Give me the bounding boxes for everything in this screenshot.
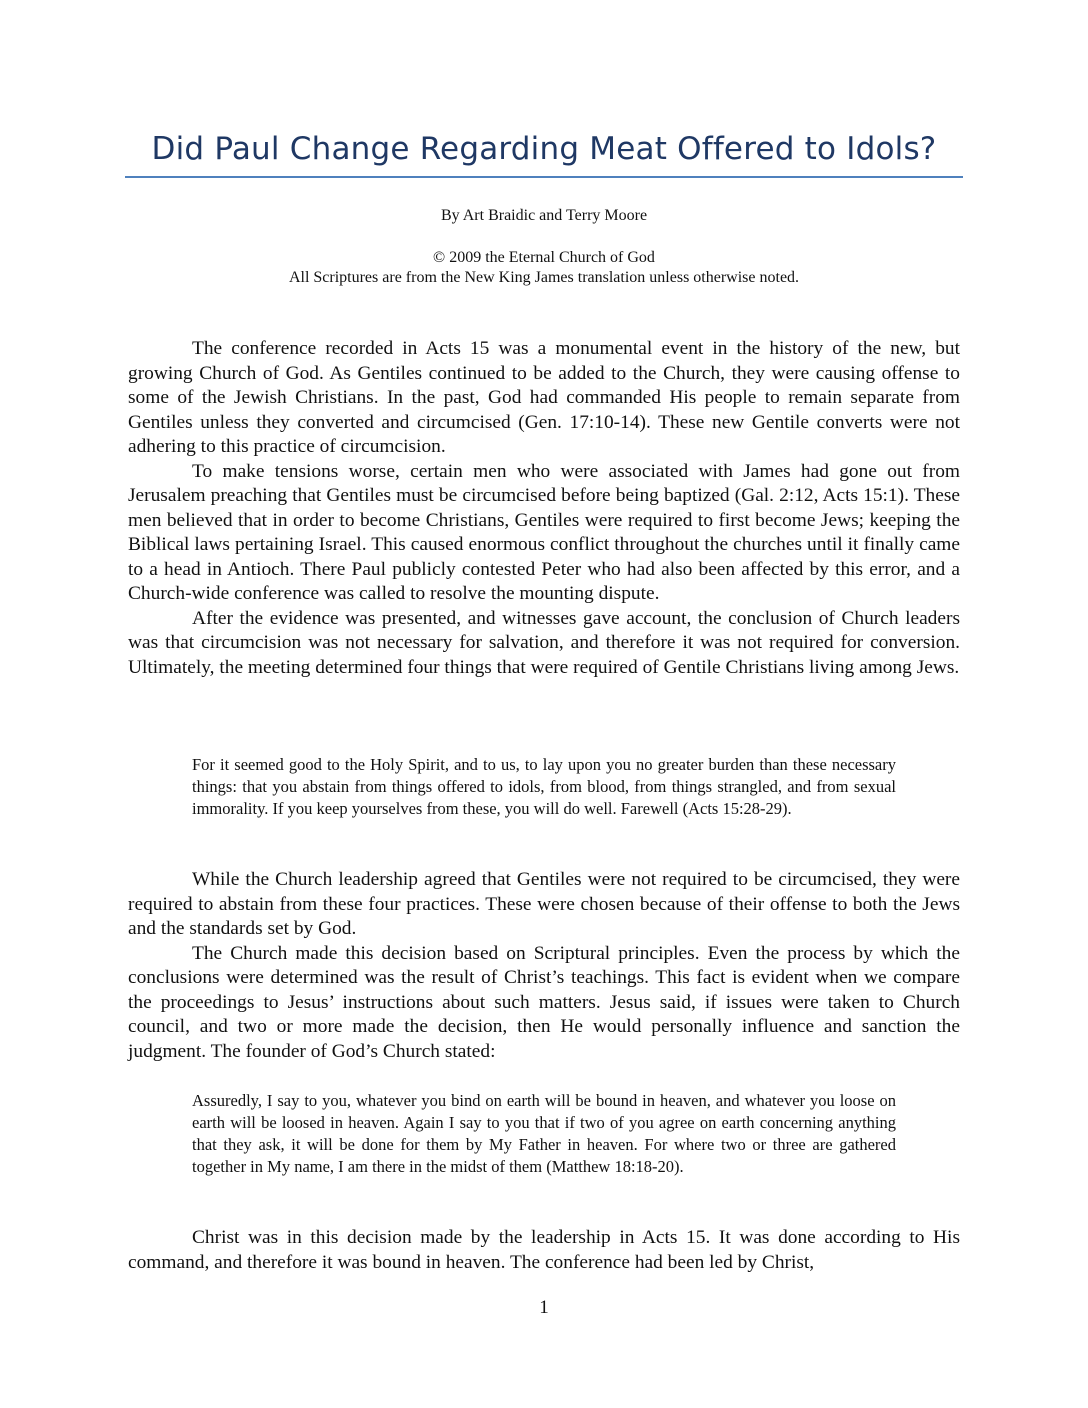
paragraph: After the evidence was presented, and witnesses gave account, the conclusion of Church leaders was that circumcision was not necessary for salvation, and therefore it was not required for conversion. Ultimately, the meeting determined four things that were required of Gentile Christians living among Jews. (128, 607, 960, 678)
scripture-note: All Scriptures are from the New King James translation unless otherwise noted. (288, 269, 800, 286)
paragraph: The conference recorded in Acts 15 was a monumental event in the history of the new, but growing Church of God. As Gentiles continued to be added to the Church, they were causing offense to some of the Jewish Christians. In the past, God had commanded His people to remain separate from Gentiles unless they converted and circumcised (Gen. 17:10-14). These new Gentile converts were not adhering to this practice of circumcision. (128, 338, 960, 457)
paragraph: While the Church leadership agreed that Gentiles were not required to be circumcised, they were required to abstain from these four practices. These were chosen because of their offense to both the Jews and the standards set by God. (128, 869, 960, 939)
paragraph: To make tensions worse, certain men who were associated with James had gone out from Jerusalem preaching that Gentiles must be circumcised before being baptized (Gal. 2:12, Acts 15:1). These men believed that in order to become Christians, Gentiles were required to first become Jews; keeping the Biblical laws pertaining Israel. This caused enormous conflict throughout the churches until it finally came to a head in Antioch. There Paul publicly contested Peter who had also been affected by this error, and a Church-wide conference was called to resolve the mounting dispute. (128, 460, 960, 604)
quote-text: For it seemed good to the Holy Spirit, and to us, to lay upon you no greater burden than these necessary things: that you abstain from things offered to idols, from blood, from things strangled, and from sexual immorality. If you keep yourselves from these, you will do well. Farewell (Acts 15:28-29). (192, 755, 896, 818)
copyright-notice: © 2009 the Eternal Church of God (433, 249, 655, 266)
page-title: Did Paul Change Regarding Meat Offered to Idols? (151, 131, 937, 167)
byline: By Art Braidic and Terry Moore (440, 207, 648, 224)
block-quote-matthew (192, 1090, 896, 1178)
title-underline (125, 176, 963, 178)
block-quote-acts (192, 754, 896, 820)
quote-text: Assuredly, I say to you, whatever you bind on earth will be bound in heaven, and whatever you loose on earth will be loosed in heaven. Again I say to you that if two of you agree on earth concerning anything that they ask, it will be done for them by My Father in heaven. For where two or three are gathered together in My name, I am there in the midst of them (Matthew 18:18-20). (192, 1091, 896, 1176)
paragraph: Christ was in this decision made by the leadership in Acts 15. It was done according to His command, and therefore it was bound in heaven. The conference had been led by Christ, (128, 1227, 960, 1273)
paragraph: The Church made this decision based on Scriptural principles. Even the process by which the conclusions were determined was the result of Christ’s teachings. This fact is evident when we compare the proceedings to Jesus’ instructions about such matters. Jesus said, if issues were taken to Church council, and two or more made the decision, then He would personally influence and sanction the judgment. The founder of God’s Church stated: (128, 942, 960, 1062)
body-section-2 (128, 868, 960, 1064)
body-section-3 (128, 1226, 960, 1275)
body-section-1 (128, 337, 960, 680)
page-number: 1 (539, 1297, 549, 1318)
